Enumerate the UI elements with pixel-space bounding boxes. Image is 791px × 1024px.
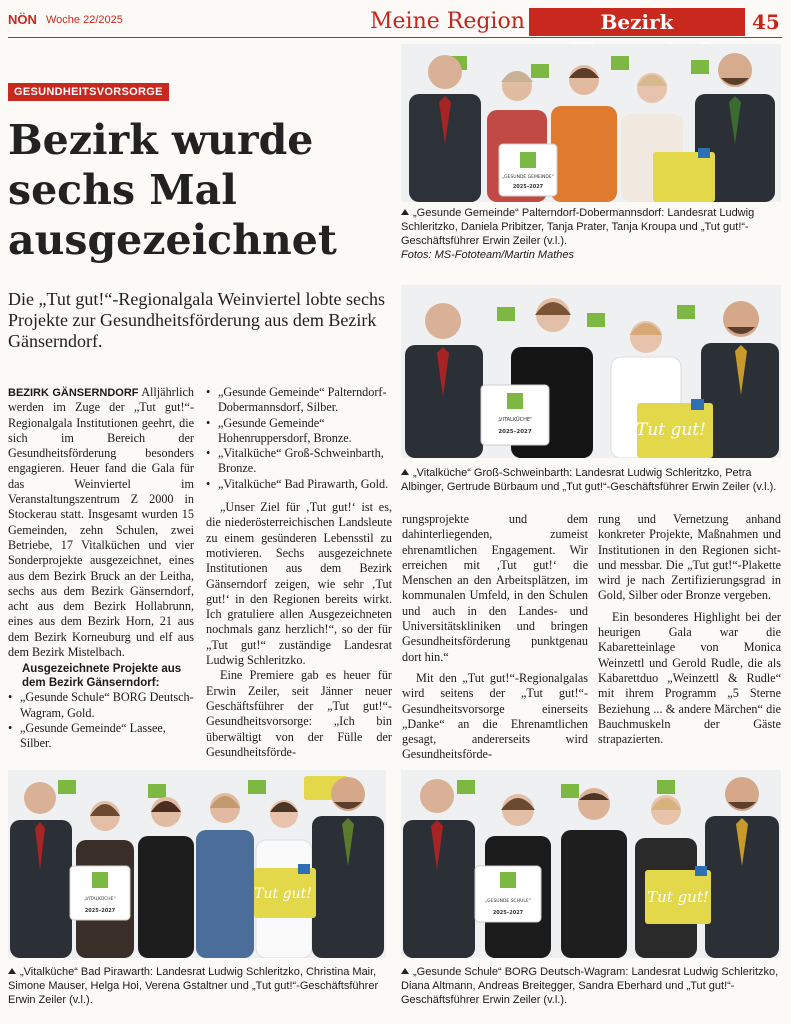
header-rule (8, 37, 782, 38)
issue-week: Woche 22/2025 (46, 14, 123, 26)
photo-caption (8, 965, 388, 1007)
list-item: • „Gesunde Schule“ BORG Deutsch-Wagram, Gold. (8, 690, 194, 721)
tut-gut-sign: Tut gut! (647, 888, 709, 906)
photo-caption (401, 206, 781, 262)
plaque-title: „GESUNDE GEMEINDE“ (501, 175, 555, 180)
category-badge: GESUNDHEITSVORSORGE (8, 83, 169, 101)
article-column-3 (402, 512, 588, 763)
dateline: BEZIRK GÄNSERNDORF (8, 387, 139, 399)
plaque-title: „VITALKÜCHE“ (497, 417, 533, 423)
caption-marker-icon (401, 209, 409, 215)
body-paragraph: rung und Vernetzung anhand konkreter Projekte, Maßnahmen und Institutionen in den Regionen sicht- und messbar. Die „Tut gut!“-Plakette wird je nach Zertifizierungsgrad in Gold, Silber oder Bronze vergeben. (598, 512, 781, 603)
caption-marker-icon (401, 469, 409, 475)
article-column-1 (8, 385, 194, 752)
article-column-2 (206, 385, 392, 760)
award-photo-vitalkueche-bad-pirawarth (8, 770, 386, 958)
award-photo-vitalkueche-gross-schweinbarth (401, 285, 781, 458)
plaque-title: „VITALKÜCHE“ (84, 897, 116, 902)
body-paragraph: Mit den „Tut gut!“-Regionalgalas wird seitens der „Tut gut!“-Gesundheitsvorsorge einerseits „Danke“ an die Ehrenamtlichen gesagt, andererseits wird Gesundheitsförde- (402, 670, 588, 762)
photo-caption (401, 965, 781, 1007)
caption-text: „Vitalküche“ Bad Pirawarth: Landesrat Ludwig Schleritzko, Christina Mair, Simone Mauser, Helga Hoi, Verena Gstaltner und „Tut gut!“-Geschäftsführer Erwin Zeiler (v.l.). (8, 966, 379, 1006)
photo-credit: Fotos: MS-Fototeam/Martin Mathes (401, 249, 574, 261)
headline: Bezirk wurde sechs Mal ausgezeichnet (8, 116, 337, 264)
list-item: • „Gesunde Gemeinde“ Hohenruppersdorf, Bronze. (206, 416, 392, 447)
newspaper-brand: NÖN (8, 12, 37, 27)
section-title: Meine Region (370, 9, 525, 34)
plaque-years: 2025–2027 (512, 184, 544, 190)
projects-list-a (8, 690, 194, 751)
projects-list-b (206, 385, 392, 492)
award-photo-gesunde-schule (401, 770, 781, 958)
plaque-years: 2025–2027 (498, 429, 532, 435)
caption-text: „Vitalküche“ Groß-Schweinbarth: Landesrat Ludwig Schleritzko, Petra Albinger, Gertrude Bürbaum und „Tut gut!“-Geschäftsführer Erwin Zeiler (v.l.). (401, 467, 777, 493)
list-item: • „Gesunde Gemeinde“ Lassee, Silber. (8, 721, 194, 752)
page-number: 45 (752, 10, 780, 34)
body-paragraph: Eine Premiere gab es heuer für Erwin Zeiler, seit Jänner neuer Geschäftsführer der „Tut gut!“-Gesundheitsvorsorge: „Ich bin überwältigt von der Fülle der Gesundheitsförde- (206, 668, 392, 759)
article-column-4 (598, 512, 781, 747)
projects-subhead: Ausgezeichnete Projekte aus dem Bezirk Gänserndorf: (22, 663, 182, 690)
plaque-years: 2025–2027 (84, 908, 116, 914)
tut-gut-sign: Tut gut! (635, 420, 707, 440)
award-photo-gesunde-gemeinde (401, 44, 781, 202)
list-item: • „Vitalküche“ Groß-Schweinbarth, Bronze. (206, 446, 392, 477)
list-item: • „Gesunde Gemeinde“ Palterndorf-Dobermannsdorf, Silber. (206, 385, 392, 416)
quote-paragraph: „Unser Ziel für ‚Tut gut!‘ ist es, die niederösterreichischen Landsleute zu einem gesünderen Lebensstil zu motivieren. Sechs ausgezeichnete Institutionen aus dem Bezirk Gänserndorf zeigen, wie sehr ‚Tut gut!‘ in den Regionen bereits wirkt. Ich gratuliere allen Ausgezeichneten nochmals ganz herzlich!“, so der für „Tut gut!“ zuständige Landesrat Ludwig Schleritzko. (206, 500, 392, 668)
list-item: • „Vitalküche“ Bad Pirawarth, Gold. (206, 477, 392, 492)
body-paragraph: rungsprojekte und dem dahinterliegenden, zumeist ehrenamtlichen Engagement. Wir erreichen mit ‚Tut gut!‘ die Menschen an den Arbeitsplätzen, im kommunalen Umfeld, in den Schulen und auch in den Landes- und Universitätskliniken und bringen Gesundheitsförderung punktgenau dort hin.“ (402, 512, 588, 664)
intro-text: Alljährlich werden im Zuge der „Tut gut!“-Regionalgala Institutionen geehrt, die sich im Bereich der Gesundheitsförderung besonders engagieren. Heuer fand die Gala für das Weinviertel im Veranstaltungszentrum Z 2000 in Stockerau statt. Insgesamt wurden 15 Gemeinden, zehn Schulen, zwei Betriebe, 17 Vitalküchen und vier Sonderprojekte ausgezeichnet, eines aus dem Bezirk Bruck an der Leitha, sechs aus dem Bezirk Gänserndorf, acht aus dem Bezirk Hollabrunn, eines aus dem Bezirk Horn, 21 aus dem Bezirk Korneuburg und elf aus dem Bezirk Mistelbach. (8, 385, 194, 660)
tut-gut-sign: Tut gut! (254, 886, 312, 902)
caption-marker-icon (8, 968, 16, 974)
caption-marker-icon (401, 968, 409, 974)
plaque-title: „GESUNDE SCHULE“ (484, 899, 532, 904)
plaque-years: 2025–2027 (492, 910, 524, 916)
lead-paragraph: Die „Tut gut!“-Regionalgala Weinviertel lobte sechs Projekte zur Gesundheitsförderung aus dem Bezirk Gänserndorf. (8, 289, 385, 351)
caption-text: „Gesunde Gemeinde“ Palterndorf-Dobermannsdorf: Landesrat Ludwig Schleritzko, Daniela Pribitzer, Tanja Prater, Tanja Kroupa und „Tut gut!“-Geschäftsführer Erwin Zeiler (v.l.). (401, 207, 755, 247)
photo-caption (401, 466, 781, 494)
body-paragraph: Ein besonderes Highlight bei der heurigen Gala war die Kabaretteinlage von Monica Weinzettl und Gerold Rudle, die als Kabarettduo „Weinzettl & Rudle“ mit ihrem Programm „5 Sterne Beziehung ... & andere Märchen“ die Bauchmuskeln der Gäste strapazierten. (598, 609, 781, 747)
caption-text: „Gesunde Schule“ BORG Deutsch-Wagram: Landesrat Ludwig Schleritzko, Diana Altmann, Andreas Breitegger, Sandra Eberhard und „Tut gut!“-Geschäftsführer Erwin Zeiler (v.l.). (401, 966, 779, 1006)
district-banner: Bezirk (529, 8, 745, 36)
